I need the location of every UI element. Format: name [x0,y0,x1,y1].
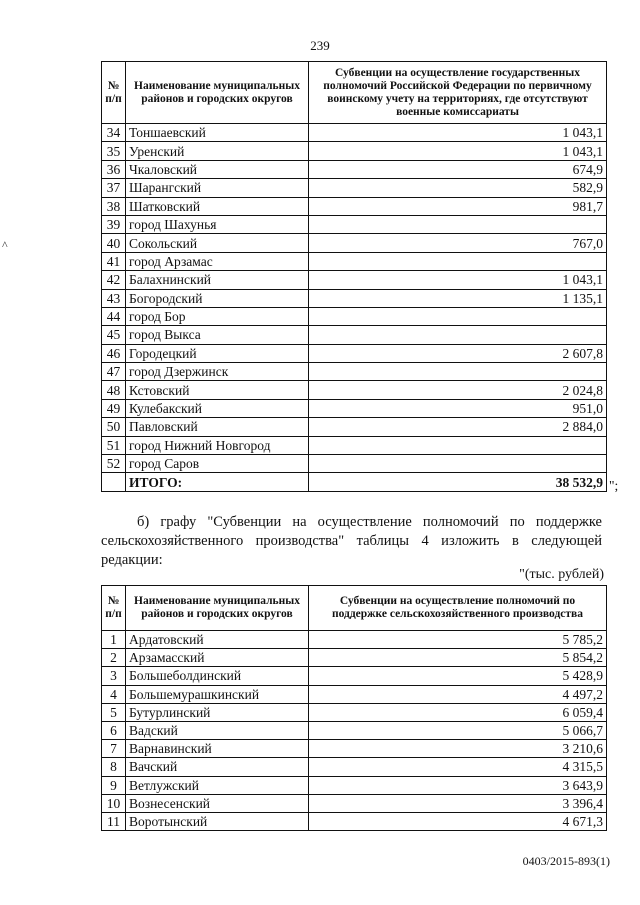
row-value [309,363,607,381]
total-row [102,473,607,491]
row-name: Шарангский [126,179,309,197]
row-value: 3 643,9 [309,776,607,794]
row-name: Большемурашкинский [126,685,309,703]
table-row [102,307,607,325]
row-name: город Выкса [126,326,309,344]
row-name: Вадский [126,721,309,739]
row-name: Сокольский [126,234,309,252]
row-num: 35 [102,142,126,160]
row-name: Варнавинский [126,740,309,758]
row-num: 4 [102,685,126,703]
row-num: 1 [102,631,126,649]
row-name: город Нижний Новгород [126,436,309,454]
row-value: 767,0 [309,234,607,252]
header-num: № п/п [102,62,126,124]
row-num: 5 [102,703,126,721]
row-value: 1 043,1 [309,271,607,289]
total-value: 38 532,9 [309,473,607,491]
row-name: Городецкий [126,344,309,362]
row-num: 9 [102,776,126,794]
table-row [102,794,607,812]
table-body [102,124,607,473]
table-row [102,234,607,252]
row-num: 38 [102,197,126,215]
table-row [102,399,607,417]
row-value: 1 043,1 [309,124,607,142]
row-num: 42 [102,271,126,289]
row-value: 5 785,2 [309,631,607,649]
table-row [102,142,607,160]
row-value [309,436,607,454]
row-num: 37 [102,179,126,197]
table-row [102,455,607,473]
table-row [102,685,607,703]
row-num: 2 [102,649,126,667]
table-row [102,215,607,233]
table-row [102,436,607,454]
row-name: Ветлужский [126,776,309,794]
row-name: город Саров [126,455,309,473]
table-row [102,776,607,794]
paragraph-text: б) графу "Субвенции на осуществление полномочий по поддержке сельскохозяйственного производства" таблицы 4 изложить в следующей редакции: [101,514,602,568]
row-name: Чкаловский [126,160,309,178]
row-num: 41 [102,252,126,270]
table-body [102,631,607,831]
row-num: 44 [102,307,126,325]
total-num-cell [102,473,126,491]
table-row [102,271,607,289]
row-value: 981,7 [309,197,607,215]
row-value: 5 428,9 [309,667,607,685]
table-row [102,721,607,739]
row-value: 4 671,3 [309,812,607,830]
row-name: город Шахунья [126,215,309,233]
row-num: 36 [102,160,126,178]
table-row [102,631,607,649]
row-num: 47 [102,363,126,381]
header-name: Наименование муниципальных районов и городских округов [126,586,309,631]
row-value: 674,9 [309,160,607,178]
table-row [102,197,607,215]
row-name: Вознесенский [126,794,309,812]
table-row [102,344,607,362]
amendment-paragraph [101,513,602,570]
row-num: 48 [102,381,126,399]
row-value: 951,0 [309,399,607,417]
row-name: город Дзержинск [126,363,309,381]
row-value: 6 059,4 [309,703,607,721]
voinskiy-uchet-table [101,61,607,492]
table-row [102,179,607,197]
row-num: 8 [102,758,126,776]
margin-mark: ^ [2,238,8,252]
row-value [309,215,607,233]
row-value [309,307,607,325]
row-num: 10 [102,794,126,812]
table-row [102,758,607,776]
header-value: Субвенции на осуществление полномочий по поддержке сельскохозяйственного производства [309,586,607,631]
row-name: город Арзамас [126,252,309,270]
table-row [102,703,607,721]
row-num: 45 [102,326,126,344]
table-row [102,649,607,667]
row-name: город Бор [126,307,309,325]
row-value: 5 854,2 [309,649,607,667]
table-row [102,418,607,436]
row-name: Богородский [126,289,309,307]
table-row [102,289,607,307]
row-value: 3 210,6 [309,740,607,758]
row-value: 2 884,0 [309,418,607,436]
row-name: Балахнинский [126,271,309,289]
table-row [102,812,607,830]
row-value: 1 043,1 [309,142,607,160]
row-value: 4 315,5 [309,758,607,776]
row-num: 7 [102,740,126,758]
row-value: 3 396,4 [309,794,607,812]
row-name: Вачский [126,758,309,776]
row-num: 34 [102,124,126,142]
table-row [102,326,607,344]
row-num: 6 [102,721,126,739]
row-value: 5 066,7 [309,721,607,739]
row-num: 43 [102,289,126,307]
header-value: Субвенции на осуществление государственных полномочий Российской Федерации по первичному воинскому учету на территориях, где отсутствуют военные комиссариаты [309,62,607,124]
row-num: 51 [102,436,126,454]
row-value: 582,9 [309,179,607,197]
table-row [102,667,607,685]
row-value [309,252,607,270]
row-value: 2 607,8 [309,344,607,362]
table-row [102,252,607,270]
table-row [102,363,607,381]
row-num: 50 [102,418,126,436]
row-value: 2 024,8 [309,381,607,399]
row-num: 11 [102,812,126,830]
total-label: ИТОГО: [126,473,309,491]
row-value: 1 135,1 [309,289,607,307]
row-num: 52 [102,455,126,473]
row-name: Бутурлинский [126,703,309,721]
row-name: Арзамасский [126,649,309,667]
row-name: Кулебакский [126,399,309,417]
row-name: Тоншаевский [126,124,309,142]
row-num: 46 [102,344,126,362]
total-suffix: "; [609,478,619,493]
table-row [102,160,607,178]
units-label: "(тыс. рублей) [519,567,604,582]
agri-subsidy-table [101,585,607,831]
header-name: Наименование муниципальных районов и городских округов [126,62,309,124]
document-code: 0403/2015-893(1) [522,854,610,868]
row-name: Кстовский [126,381,309,399]
table-header-row [102,586,607,631]
row-value: 4 497,2 [309,685,607,703]
table-header-row [102,62,607,124]
row-name: Большеболдинский [126,667,309,685]
page-number: 239 [310,38,330,53]
table-row [102,740,607,758]
table-row [102,124,607,142]
row-num: 49 [102,399,126,417]
row-num: 40 [102,234,126,252]
row-num: 39 [102,215,126,233]
row-name: Уренский [126,142,309,160]
row-name: Шатковский [126,197,309,215]
row-name: Павловский [126,418,309,436]
row-name: Ардатовский [126,631,309,649]
row-num: 3 [102,667,126,685]
row-value [309,326,607,344]
row-name: Воротынский [126,812,309,830]
table-row [102,381,607,399]
row-value [309,455,607,473]
header-num: № п/п [102,586,126,631]
